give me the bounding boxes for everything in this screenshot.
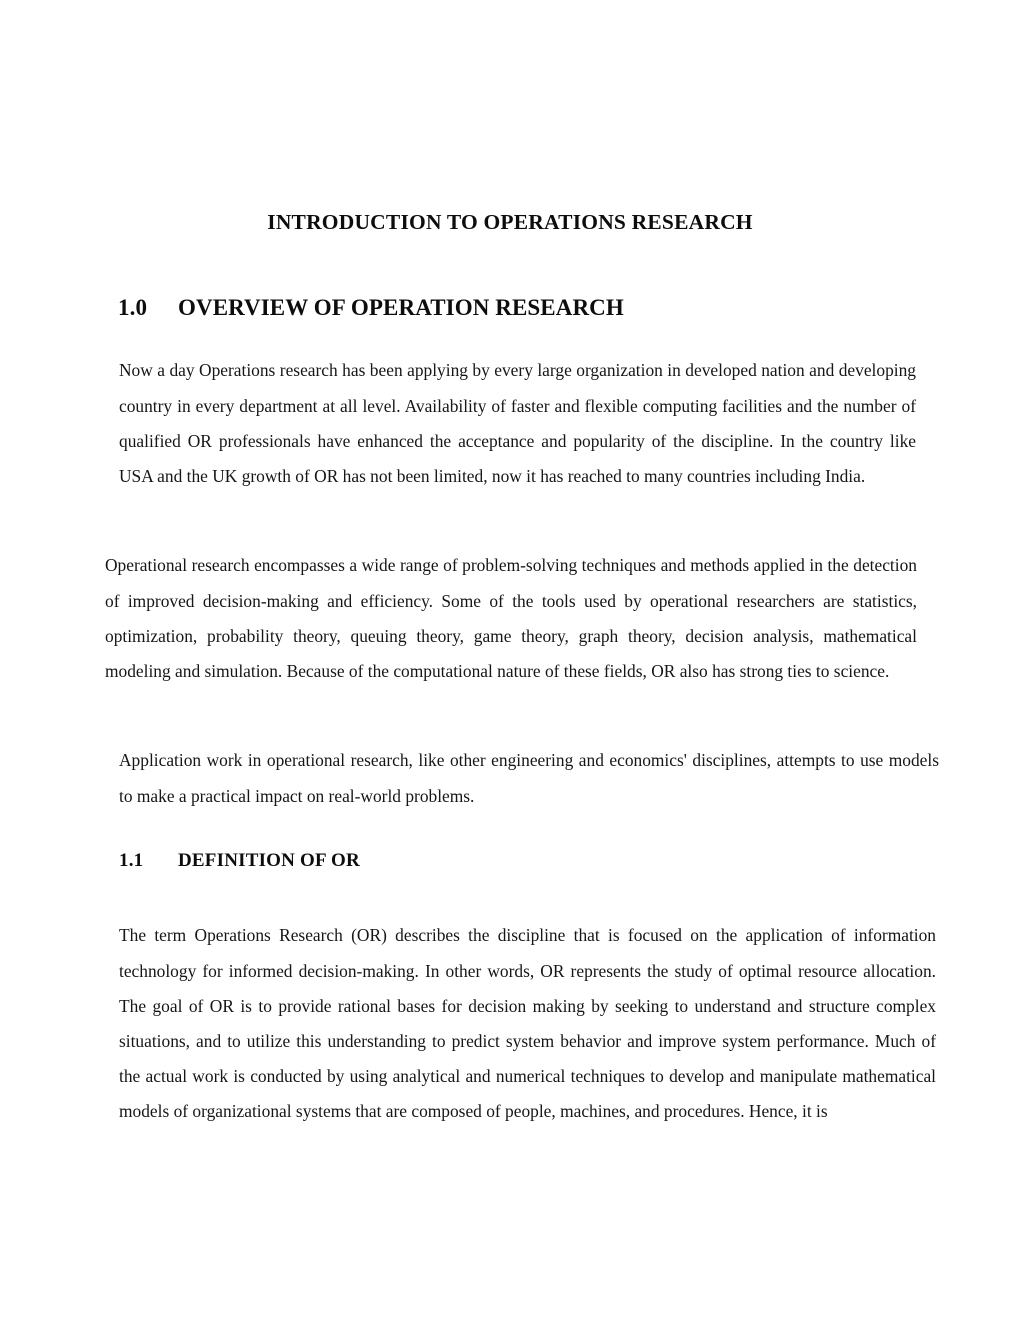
paragraph-overview-2: Operational research encompasses a wide range of problem-solving techniques and methods applied in the detection of improved decision-making and efficiency. Some of the tools used by operational researchers are statistics, optimization, probability theory, queuing theory, game theory, graph theory, decision analysis, mathematical modeling and simulation. Because of the computational nature of these fields, OR also has strong ties to science. [105,555,917,681]
section-number-1-0: 1.0 [118,295,148,321]
paragraph-overview-3: Application work in operational research, like other engineering and economics' disciplines, attempts to use models to make a practical impact on real-world problems. [119,750,939,806]
paragraph-definition-1: The term Operations Research (OR) describes the discipline that is focused on the application of information technology for informed decision-making. In other words, OR represents the study of optimal resource allocation. The goal of OR is to provide rational bases for decision making by seeking to understand and structure complex situations, and to utilize this understanding to predict system behavior and improve system performance. Much of the actual work is conducted by using analytical and numerical techniques to develop and manipulate mathematical models of organizational systems that are composed of people, machines, and procedures. Hence, it is [119,925,936,1122]
section-heading-1-1 [119,850,360,872]
section-heading-1-0 [118,295,624,321]
section-title-1-0: OVERVIEW OF OPERATION RESEARCH [178,295,624,321]
section-title-1-1: DEFINITION OF OR [178,849,360,871]
paragraph-overview-1: Now a day Operations research has been applying by every large organization in developed nation and developing country in every department at all level. Availability of faster and flexible computing facilities and the number of qualified OR professionals have enhanced the acceptance and popularity of the discipline. In the country like USA and the UK growth of OR has not been limited, now it has reached to many countries including India. [119,360,916,486]
page-title: INTRODUCTION TO OPERATIONS RESEARCH [267,210,753,235]
section-number-1-1: 1.1 [119,849,144,871]
